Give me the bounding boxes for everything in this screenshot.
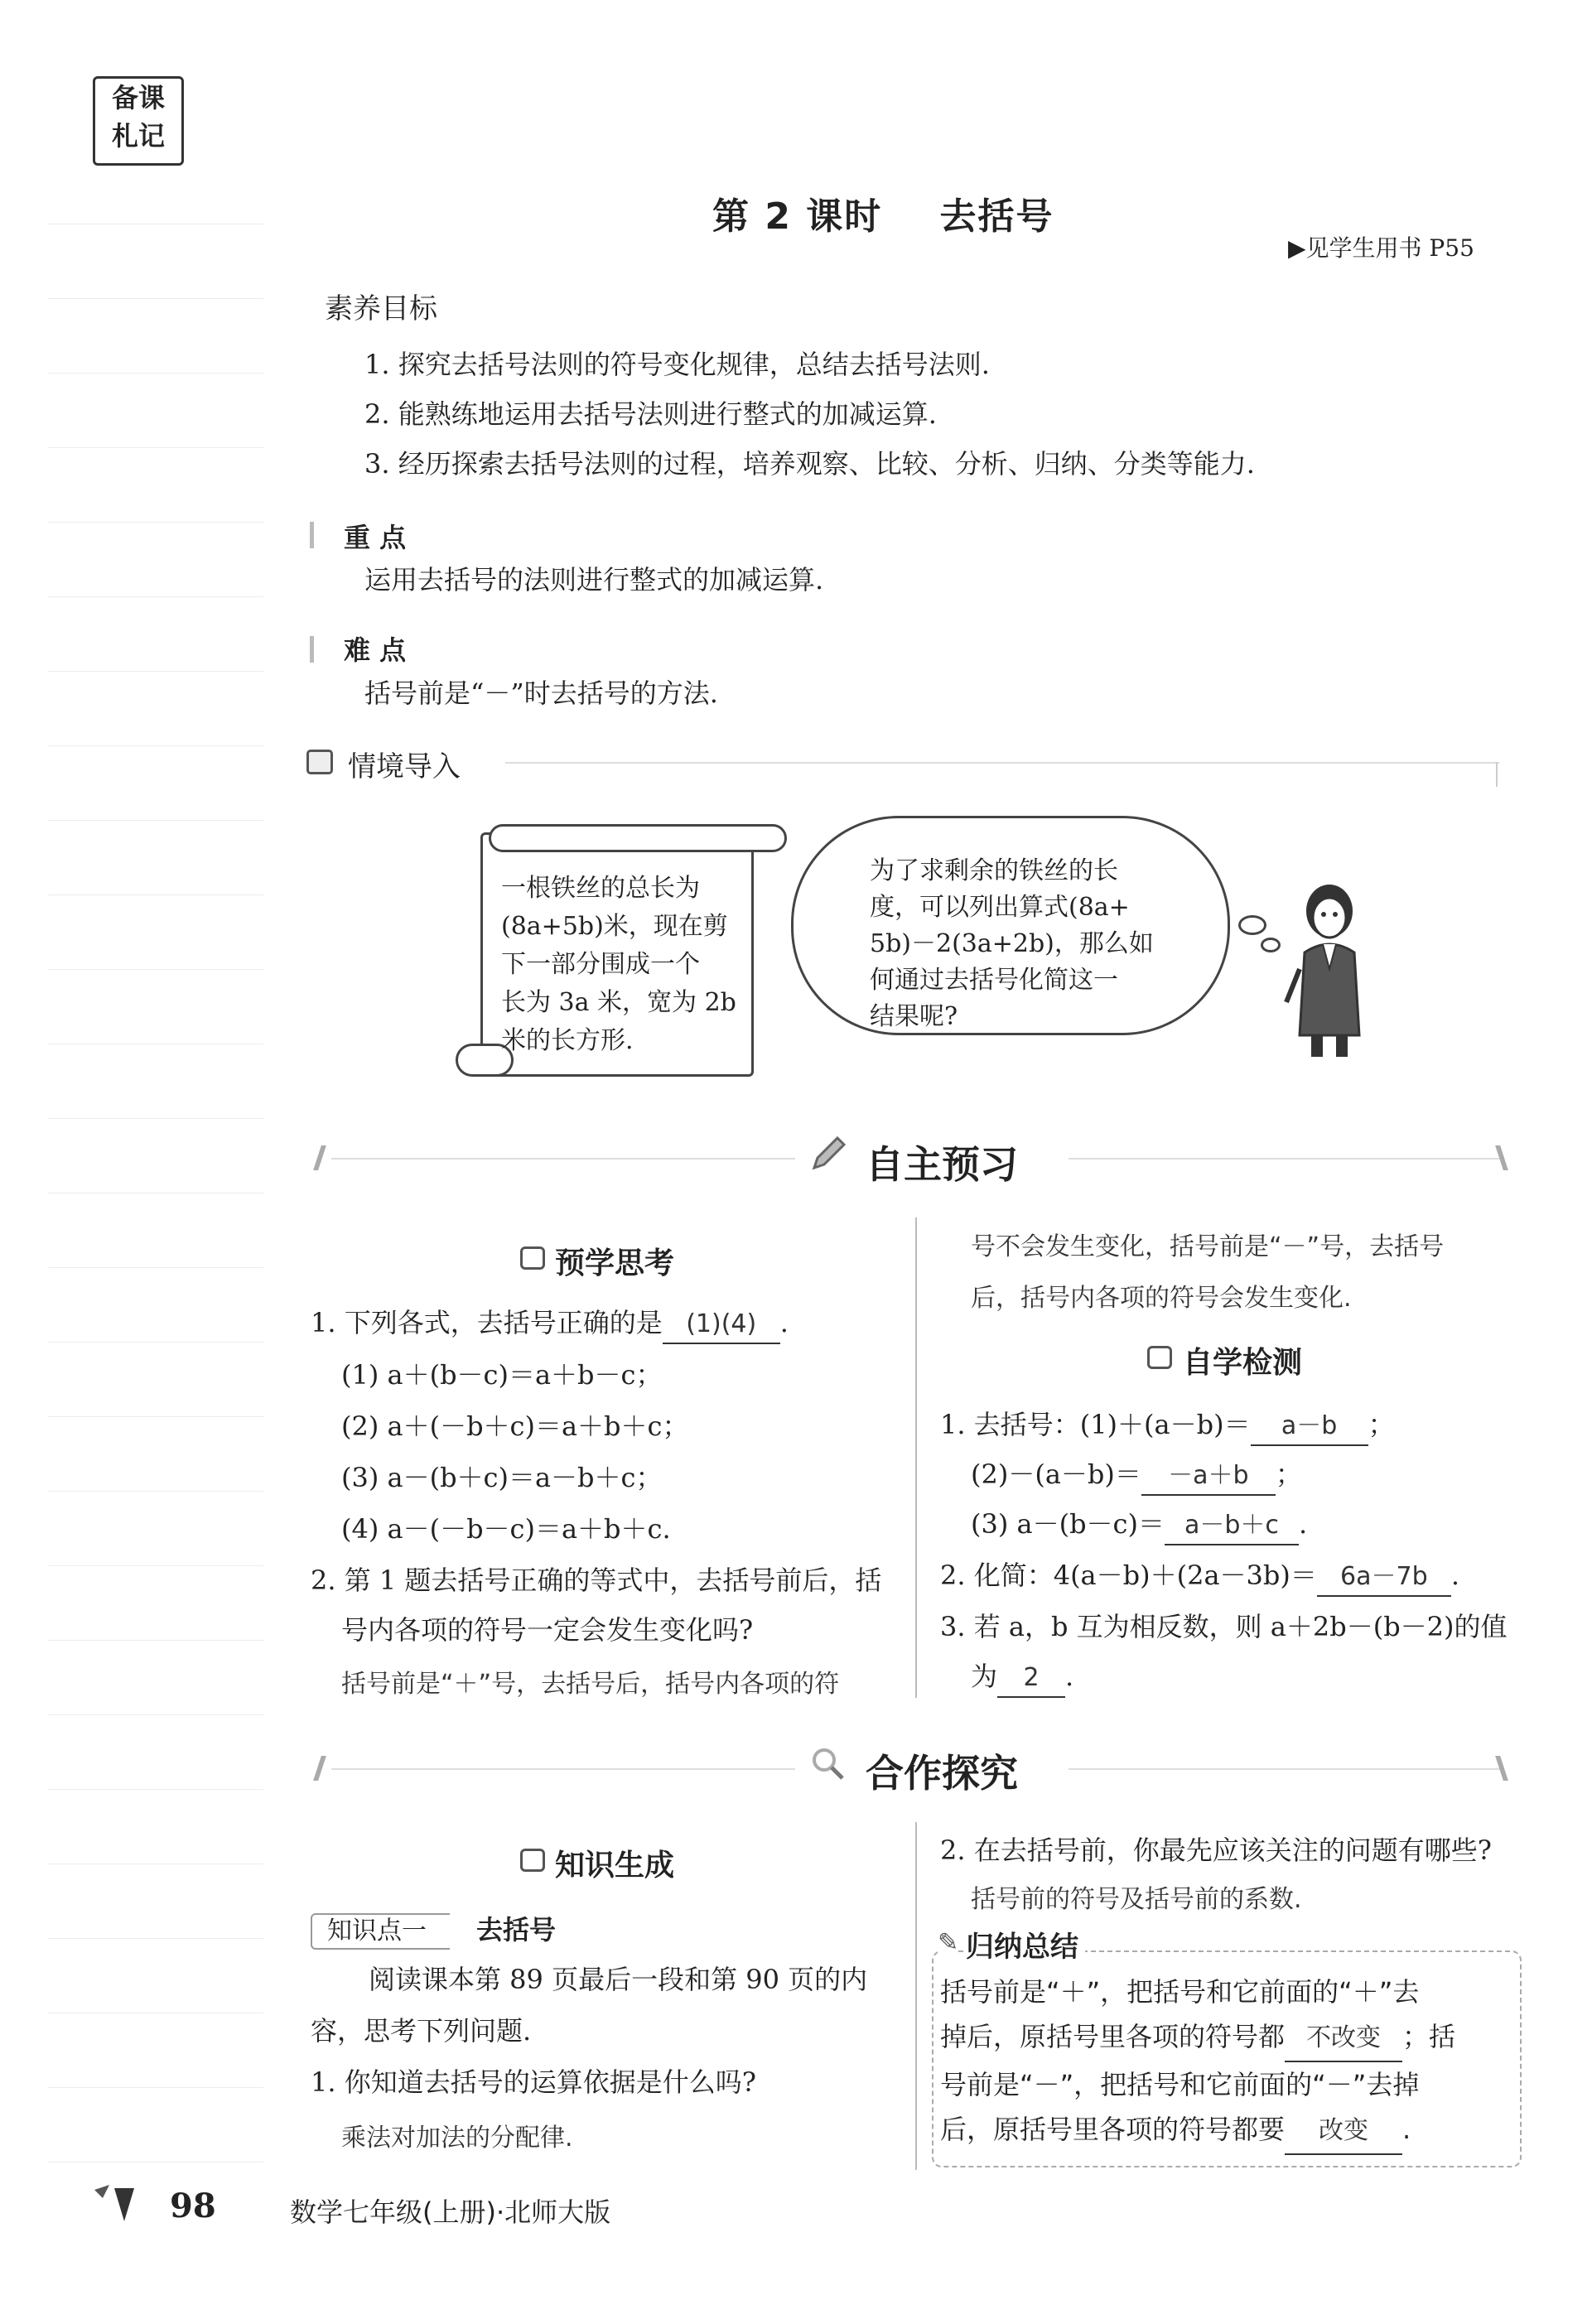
preview-icon — [520, 1246, 545, 1270]
scroll-top-roll — [489, 824, 787, 852]
cloud-line: 5b)－2(3a+2b)，那么如 — [870, 929, 1154, 958]
summary-line-4 — [940, 2107, 1455, 2155]
cloud-line: 何通过去括号化简这一 — [870, 966, 1118, 995]
scroll-text — [501, 870, 736, 1060]
sc-q3-suffix: . — [1065, 1661, 1074, 1692]
student-book-reference: ▶见学生用书 P55 — [1288, 234, 1474, 262]
preview-answer-2-cont: 号不会发生变化，括号前是“－”号，去括号 — [971, 1232, 1445, 1261]
key-marker — [310, 522, 314, 548]
preview-heading: 预学思考 — [555, 1246, 675, 1280]
difficulty-label: 难 点 — [344, 634, 407, 666]
cloud-text — [870, 853, 1154, 1035]
q1-answer: (1)(4) — [663, 1306, 780, 1344]
summary-answer-2: 改变 — [1285, 2109, 1402, 2155]
selfcheck-heading: 自学检测 — [1183, 1346, 1303, 1380]
summary-line-1: 括号前是“＋”，把括号和它前面的“＋”去 — [940, 1976, 1420, 2008]
sc-q2-suffix: . — [1450, 1560, 1460, 1591]
preview-answer-2: 括号前是“＋”号，去括号后，括号内各项的符 — [341, 1670, 840, 1699]
summary-line-4-suffix: . — [1402, 2114, 1411, 2145]
sc-q1-answer-3: a－b＋c — [1165, 1507, 1299, 1545]
section-bar-tick — [313, 1145, 326, 1170]
section-title-cooperative-inquiry: 合作探究 — [866, 1751, 1018, 1796]
selfcheck-question-1-part-3 — [971, 1506, 1307, 1545]
sc-q1-answer-1: a－b — [1251, 1408, 1368, 1446]
goals-heading: 素养目标 — [325, 292, 437, 325]
selfcheck-icon — [1147, 1346, 1172, 1369]
page-number: 98 — [170, 2187, 216, 2225]
cloud-line: 为了求剩余的铁丝的长 — [870, 856, 1118, 885]
stamp-line-1: 备课 — [111, 82, 165, 113]
footer-decoration-icon — [91, 2180, 149, 2230]
knowledge-question-1: 1. 你知道去括号的运算依据是什么吗? — [311, 2066, 756, 2098]
sc-q1-sep-3: . — [1298, 1508, 1308, 1540]
difficulty-text: 括号前是“－”时去括号的方法. — [364, 677, 718, 709]
goal-item: 1. 探究去括号法则的符号变化规律，总结去括号法则. — [364, 349, 990, 380]
section-divider — [331, 1158, 795, 1160]
difficulty-marker — [310, 636, 314, 663]
summary-line-2-text: 掉后，原括号里各项的符号都 — [940, 2021, 1286, 2052]
summary-line-3: 号前是“－”，把括号和它前面的“－”去掉 — [940, 2069, 1420, 2100]
section-bar-tick — [313, 1756, 326, 1781]
section-divider — [331, 1768, 795, 1770]
knowledge-heading: 知识生成 — [555, 1849, 675, 1883]
knowledge-question-2: 2. 在去括号前，你最先应该关注的问题有哪些? — [940, 1835, 1492, 1866]
sc-q1-sep-2: ； — [1275, 1459, 1302, 1490]
scroll-line: 米的长方形. — [501, 1026, 634, 1055]
knowledge-point-title: 去括号 — [476, 1914, 557, 1946]
sc-q2-text: 2. 化简：4(a－b)＋(2a－3b)＝ — [940, 1560, 1317, 1591]
key-text: 运用去括号的法则进行整式的加减运算. — [364, 564, 824, 595]
summary-text — [940, 1970, 1455, 2155]
knowledge-icon — [520, 1849, 545, 1872]
thought-bubble-small — [1238, 915, 1266, 935]
summary-answer-1: 不改变 — [1285, 2016, 1402, 2062]
sc-q1-sep-1: ； — [1368, 1409, 1395, 1440]
preview-question-2: 2. 第 1 题去括号正确的等式中，去括号前后，括 — [311, 1565, 882, 1596]
q1-suffix: . — [779, 1307, 789, 1338]
preview-option: (4) a－(－b－c)＝a＋b＋c. — [341, 1513, 671, 1545]
scroll-line: 长为 3a 米，宽为 2b — [501, 988, 736, 1017]
preview-question-2-cont: 号内各项的符号一定会发生变化吗? — [341, 1614, 754, 1646]
lesson-notes-stamp — [93, 76, 184, 166]
summary-line-2-suffix: ；括 — [1402, 2021, 1456, 2052]
section-title-self-study: 自主预习 — [866, 1142, 1018, 1187]
column-divider — [915, 1217, 917, 1698]
goal-item: 3. 经历探索去括号法则的过程，培养观察、比较、分析、归纳、分类等能力. — [364, 448, 1255, 480]
teacher-illustration — [1280, 878, 1379, 1060]
key-label: 重 点 — [344, 522, 407, 553]
knowledge-paragraph-cont: 容，思考下列问题. — [311, 2015, 532, 2047]
knowledge-point-tag: 知识点一 — [311, 1913, 450, 1950]
section-divider — [1069, 1158, 1499, 1160]
selfcheck-question-3: 3. 若 a，b 互为相反数，则 a＋2b－(b－2)的值 — [940, 1611, 1508, 1642]
summary-line-2 — [940, 2014, 1455, 2062]
intro-icon — [306, 750, 333, 774]
goal-item: 2. 能熟练地运用去括号法则进行整式的加减运算. — [364, 398, 937, 430]
preview-question-1 — [311, 1304, 789, 1344]
scroll-line: 下一部分围成一个 — [501, 950, 700, 979]
q1-text: 1. 下列各式，去括号正确的是 — [311, 1307, 663, 1338]
summary-pencil-icon: ✎ — [938, 1928, 959, 1957]
stamp-line-2: 札记 — [111, 120, 165, 152]
section-divider — [1069, 1768, 1499, 1770]
pencil-icon — [808, 1133, 849, 1174]
cloud-line: 结果呢? — [870, 1002, 958, 1031]
preview-option: (2) a＋(－b＋c)＝a＋b＋c； — [341, 1410, 689, 1442]
sc-q1-text-2: (2)－(a－b)＝ — [971, 1459, 1141, 1490]
selfcheck-question-3-cont — [971, 1658, 1073, 1698]
book-title: 数学七年级(上册)·北师大版 — [290, 2196, 611, 2228]
sc-q1-answer-2: －a＋b — [1141, 1458, 1276, 1496]
intro-divider-end — [1496, 762, 1498, 787]
scroll-line: (8a+5b)米，现在剪 — [501, 912, 728, 941]
summary-heading: 归纳总结 — [966, 1924, 1085, 1965]
intro-divider — [505, 762, 1499, 764]
selfcheck-question-2 — [940, 1557, 1459, 1597]
magnifier-icon — [808, 1743, 849, 1785]
preview-option: (1) a＋(b－c)＝a＋b－c； — [341, 1359, 663, 1391]
sc-q3-answer: 2 — [997, 1660, 1065, 1698]
sc-q1-text-3: (3) a－(b－c)＝ — [971, 1508, 1165, 1540]
thought-bubble-tiny — [1261, 938, 1281, 952]
knowledge-answer-2: 括号前的符号及括号前的系数. — [971, 1885, 1302, 1914]
cloud-line: 度，可以列出算式(8a+ — [870, 893, 1130, 922]
scroll-line: 一根铁丝的总长为 — [501, 874, 700, 903]
selfcheck-question-1 — [940, 1406, 1395, 1446]
intro-label: 情境导入 — [348, 750, 461, 784]
knowledge-answer-1: 乘法对加法的分配律. — [341, 2124, 573, 2153]
preview-option: (3) a－(b＋c)＝a－b＋c； — [341, 1462, 663, 1493]
lesson-title: 第 2 课时 去括号 — [712, 195, 1054, 238]
sc-q2-answer: 6a－7b — [1317, 1559, 1451, 1597]
preview-answer-2-cont: 后，括号内各项的符号会发生变化. — [971, 1284, 1352, 1313]
summary-line-4-text: 后，原括号里各项的符号都要 — [940, 2114, 1286, 2145]
knowledge-paragraph: 阅读课本第 89 页最后一段和第 90 页的内 — [369, 1964, 868, 1995]
selfcheck-question-1-part-2 — [971, 1456, 1302, 1496]
sc-q3-text: 为 — [971, 1661, 998, 1692]
column-divider — [915, 1822, 917, 2170]
sc-q1-text: 1. 去括号：(1)＋(a－b)＝ — [940, 1409, 1251, 1440]
